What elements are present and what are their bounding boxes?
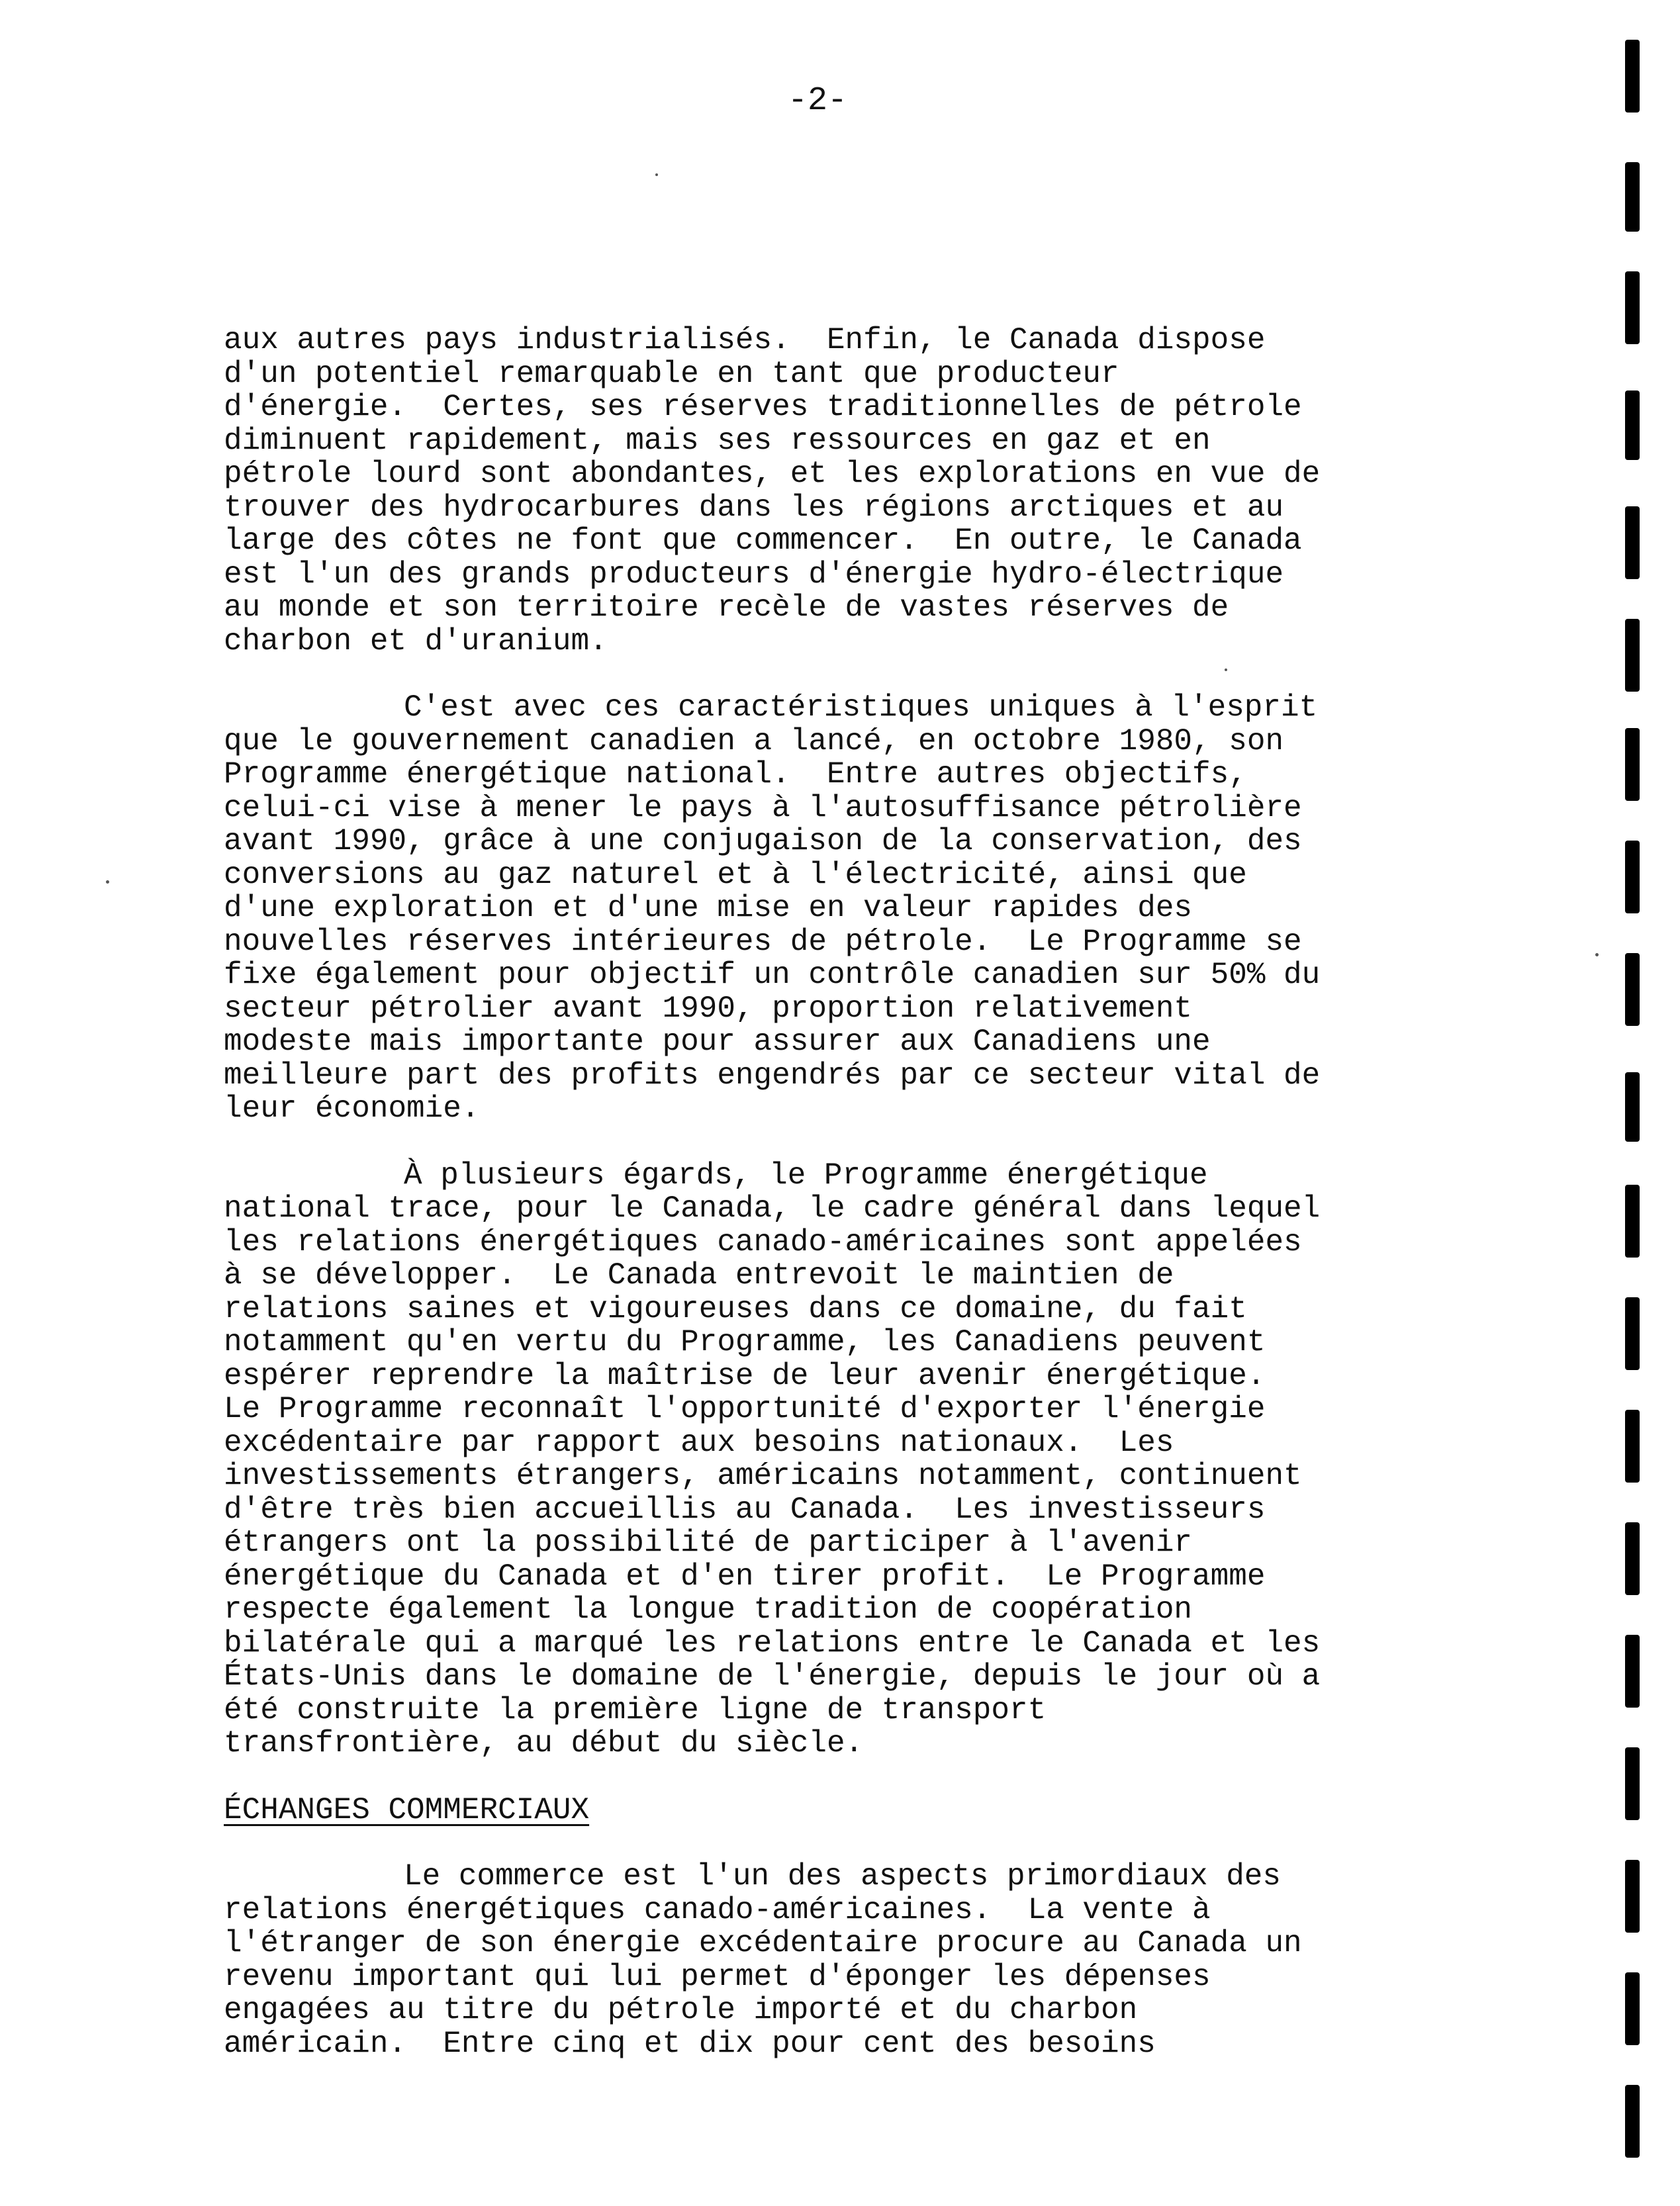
margin-mark xyxy=(1625,728,1640,801)
text-line: relations saines et vigoureuses dans ce domaine, du fait xyxy=(224,1291,1247,1326)
text-line: que le gouvernement canadien a lancé, en octobre 1980, son xyxy=(224,723,1284,758)
text-line: bilatérale qui a marqué les relations entre le Canada et les xyxy=(224,1626,1321,1661)
scan-margin-marks xyxy=(1625,0,1652,2206)
paragraph-2 xyxy=(224,691,1428,1126)
margin-mark xyxy=(1625,619,1640,692)
text-line: relations énergétiques canado-américaines. La vente à xyxy=(224,1892,1211,1927)
text-line: d'un potentiel remarquable en tant que producteur xyxy=(224,356,1119,391)
text-line: d'être très bien accueillis au Canada. Les investisseurs xyxy=(224,1492,1266,1527)
text-line: respecte également la longue tradition de coopération xyxy=(224,1592,1193,1627)
scan-speck xyxy=(1595,953,1599,956)
text-line: américain. Entre cinq et dix pour cent des besoins xyxy=(224,2026,1156,2061)
text-line: au monde et son territoire recèle de vastes réserves de xyxy=(224,590,1229,625)
text-line: engagées au titre du pétrole importé et du charbon xyxy=(224,1993,1138,2027)
text-line: d'une exploration et d'une mise en valeur rapides des xyxy=(224,891,1193,925)
margin-mark xyxy=(1625,1072,1640,1142)
margin-mark xyxy=(1625,162,1640,232)
margin-mark xyxy=(1625,391,1640,460)
text-line: notamment qu'en vertu du Programme, les Canadiens peuvent xyxy=(224,1325,1266,1359)
scan-speck xyxy=(1225,668,1227,671)
text-line: l'étranger de son énergie excédentaire procure au Canada un xyxy=(224,1926,1302,1960)
margin-mark xyxy=(1625,841,1640,913)
text-line: revenu important qui lui permet d'éponger les dépenses xyxy=(224,1959,1211,1994)
text-line: secteur pétrolier avant 1990, proportion relativement xyxy=(224,991,1193,1026)
text-line: large des côtes ne font que commencer. En outre, le Canada xyxy=(224,524,1302,558)
text-line: C'est avec ces caractéristiques uniques à l'esprit xyxy=(404,690,1318,725)
text-line: leur économie. xyxy=(224,1091,480,1126)
text-line: celui-ci vise à mener le pays à l'autosuffisance pétrolière xyxy=(224,790,1302,825)
margin-mark xyxy=(1625,2085,1640,2158)
paragraph-3 xyxy=(224,1159,1428,1761)
text-line: charbon et d'uranium. xyxy=(224,623,608,659)
margin-mark xyxy=(1625,506,1640,579)
margin-mark xyxy=(1625,953,1640,1026)
margin-mark xyxy=(1625,1860,1640,1933)
page-number: -2- xyxy=(788,82,848,120)
text-line: Le Programme reconnaît l'opportunité d'exporter l'énergie xyxy=(224,1392,1266,1426)
text-line: national trace, pour le Canada, le cadre général dans lequel xyxy=(224,1191,1321,1226)
text-line: les relations énergétiques canado-américaines sont appelées xyxy=(224,1224,1302,1260)
text-line: diminuent rapidement, mais ses ressources en gaz et en xyxy=(224,423,1211,458)
text-line: Programme énergétique national. Entre autres objectifs, xyxy=(224,757,1247,792)
text-line: À plusieurs égards, le Programme énergétique xyxy=(404,1158,1208,1193)
margin-mark xyxy=(1625,1410,1640,1483)
text-line: modeste mais importante pour assurer aux Canadiens une xyxy=(224,1025,1211,1059)
margin-mark xyxy=(1625,1747,1640,1820)
text-line: nouvelles réserves intérieures de pétrole. Le Programme se xyxy=(224,924,1302,959)
text-line: pétrole lourd sont abondantes, et les explorations en vue de xyxy=(224,457,1321,491)
text-line: investissements étrangers, américains notamment, continuent xyxy=(224,1459,1302,1493)
text-line: trouver des hydrocarbures dans les régions arctiques et au xyxy=(224,490,1284,525)
text-line: espérer reprendre la maîtrise de leur avenir énergétique. xyxy=(224,1358,1266,1393)
text-line: Le commerce est l'un des aspects primordiaux des xyxy=(404,1859,1282,1894)
document-body xyxy=(224,324,1428,2093)
text-line: transfrontière, au début du siècle. xyxy=(224,1726,864,1761)
scan-speck xyxy=(655,173,658,176)
section-heading: ÉCHANGES COMMERCIAUX xyxy=(224,1792,590,1827)
margin-mark xyxy=(1625,40,1640,113)
text-line: conversions au gaz naturel et à l'électricité, ainsi que xyxy=(224,857,1247,892)
scan-speck xyxy=(106,880,109,884)
text-line: à se développer. Le Canada entrevoit le maintien de xyxy=(224,1258,1174,1293)
margin-mark xyxy=(1625,1185,1640,1258)
text-line: d'énergie. Certes, ses réserves traditionnelles de pétrole xyxy=(224,390,1302,424)
margin-mark xyxy=(1625,1635,1640,1708)
text-line: été construite la première ligne de transport xyxy=(224,1692,1047,1727)
text-line: meilleure part des profits engendrés par ce secteur vital de xyxy=(224,1058,1321,1093)
text-line: aux autres pays industrialisés. Enfin, le Canada dispose xyxy=(224,323,1266,357)
margin-mark xyxy=(1625,1522,1640,1595)
margin-mark xyxy=(1625,271,1640,344)
text-line: étrangers ont la possibilité de participer à l'avenir xyxy=(224,1526,1193,1560)
text-line: énergétique du Canada et d'en tirer profit. Le Programme xyxy=(224,1559,1266,1594)
section-paragraph xyxy=(224,1860,1428,2060)
text-line: fixe également pour objectif un contrôle canadien sur 50% du xyxy=(224,958,1321,992)
margin-mark xyxy=(1625,1972,1640,2045)
paragraph-1 xyxy=(224,324,1428,658)
text-line: avant 1990, grâce à une conjugaison de la conservation, des xyxy=(224,824,1302,858)
margin-mark xyxy=(1625,1297,1640,1370)
text-line: est l'un des grands producteurs d'énergie hydro-électrique xyxy=(224,557,1284,592)
text-line: excédentaire par rapport aux besoins nationaux. Les xyxy=(224,1425,1174,1460)
text-line: États-Unis dans le domaine de l'énergie, depuis le jour où a xyxy=(224,1659,1321,1694)
